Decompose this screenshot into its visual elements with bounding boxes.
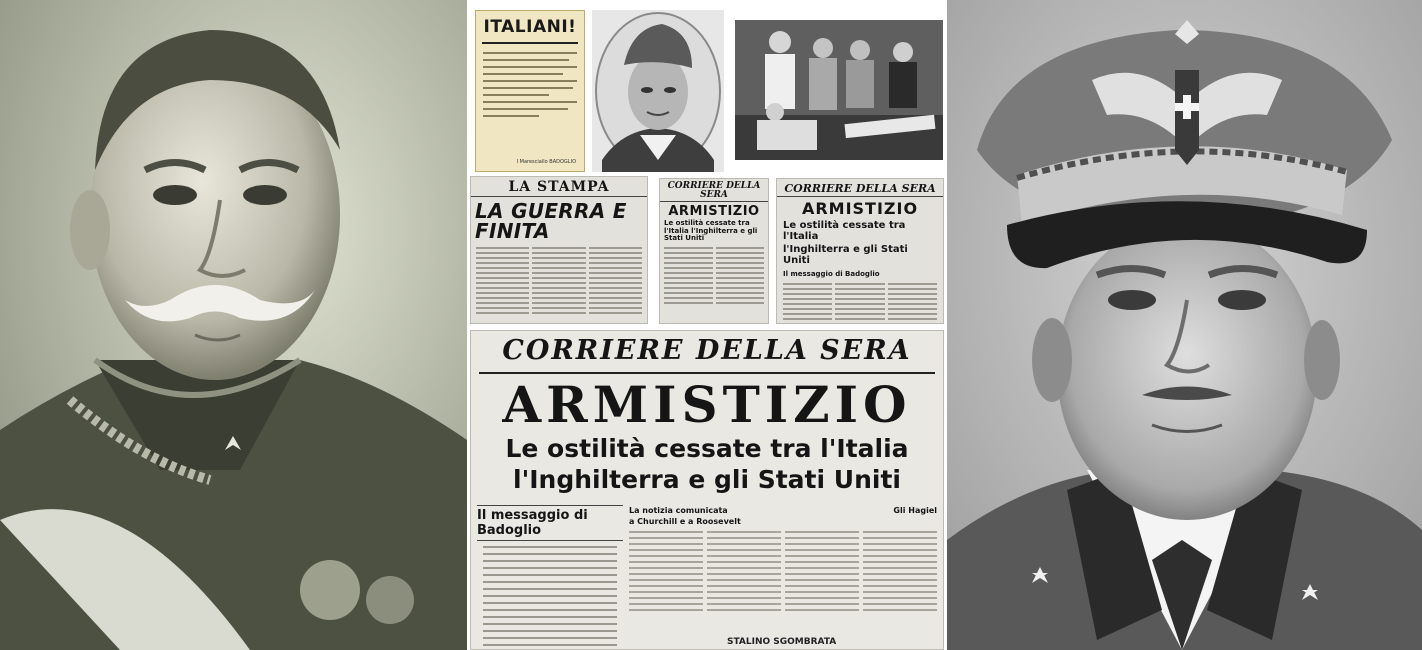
newspaper-corriere-small bbox=[659, 178, 769, 324]
masthead: CORRIERE DELLA SERA bbox=[479, 335, 935, 374]
portrait-uniformed-man-icon bbox=[0, 0, 467, 650]
article-columns bbox=[777, 280, 943, 326]
poster-title: ITALIANI! bbox=[482, 15, 578, 44]
photo-men-signing-document-icon bbox=[735, 20, 943, 160]
right-portrait-photo bbox=[947, 0, 1422, 650]
headline: ARMISTIZIO bbox=[668, 204, 760, 219]
headline: LA GUERRA E FINITA bbox=[475, 199, 627, 243]
proclamation-poster bbox=[475, 10, 585, 172]
headline: ARMISTIZIO bbox=[801, 199, 919, 218]
newspaper-corriere-medium bbox=[776, 178, 944, 324]
secondary-articles bbox=[629, 505, 937, 646]
lead-title: Il messaggio di Badoglio bbox=[477, 505, 623, 541]
poster-signature: I Maresciallo BADOGLIO bbox=[516, 159, 576, 165]
masthead: CORRIERE DELLA SERA bbox=[777, 179, 943, 197]
subheadline-line-1: Le ostilità cessate tra l'Italia bbox=[783, 220, 906, 242]
portrait-oval-officer-icon bbox=[592, 10, 724, 172]
lead-article bbox=[477, 505, 623, 646]
oval-portrait-photo bbox=[592, 10, 724, 172]
newspaper-collage bbox=[467, 0, 947, 650]
article-columns bbox=[660, 244, 768, 310]
column-headline: Gli Hagiel bbox=[893, 506, 937, 515]
portrait-officer-peaked-cap-icon bbox=[947, 0, 1422, 650]
signing-group-photo bbox=[735, 20, 943, 160]
subheadline-line-2: l'Inghilterra e gli Stati Uniti bbox=[513, 464, 901, 494]
article-area bbox=[477, 505, 937, 646]
masthead: LA STAMPA bbox=[471, 177, 647, 197]
subheadline: Le ostilità cessate tra l'Italia l'Inghilterra e gli Stati Uniti bbox=[664, 219, 758, 243]
column-headline: a Churchill e a Roosevelt bbox=[629, 517, 741, 526]
bottom-headline: STALINO SGOMBRATA bbox=[727, 637, 837, 647]
newspaper-la-stampa bbox=[470, 176, 648, 324]
subheadline-line-2: l'Inghilterra e gli Stati Uniti bbox=[783, 244, 908, 266]
lead-title: Il messaggio di Badoglio bbox=[783, 270, 880, 278]
article-columns bbox=[471, 245, 647, 319]
column-headline: La notizia comunicata bbox=[629, 506, 728, 515]
poster-body-text bbox=[483, 52, 577, 117]
headline: ARMISTIZIO bbox=[502, 375, 912, 434]
subheadline-line-1: Le ostilità cessate tra l'Italia bbox=[505, 434, 909, 463]
masthead: CORRIERE DELLA SERA bbox=[660, 179, 768, 202]
left-portrait-photo bbox=[0, 0, 467, 650]
newspaper-corriere-main bbox=[470, 330, 944, 650]
